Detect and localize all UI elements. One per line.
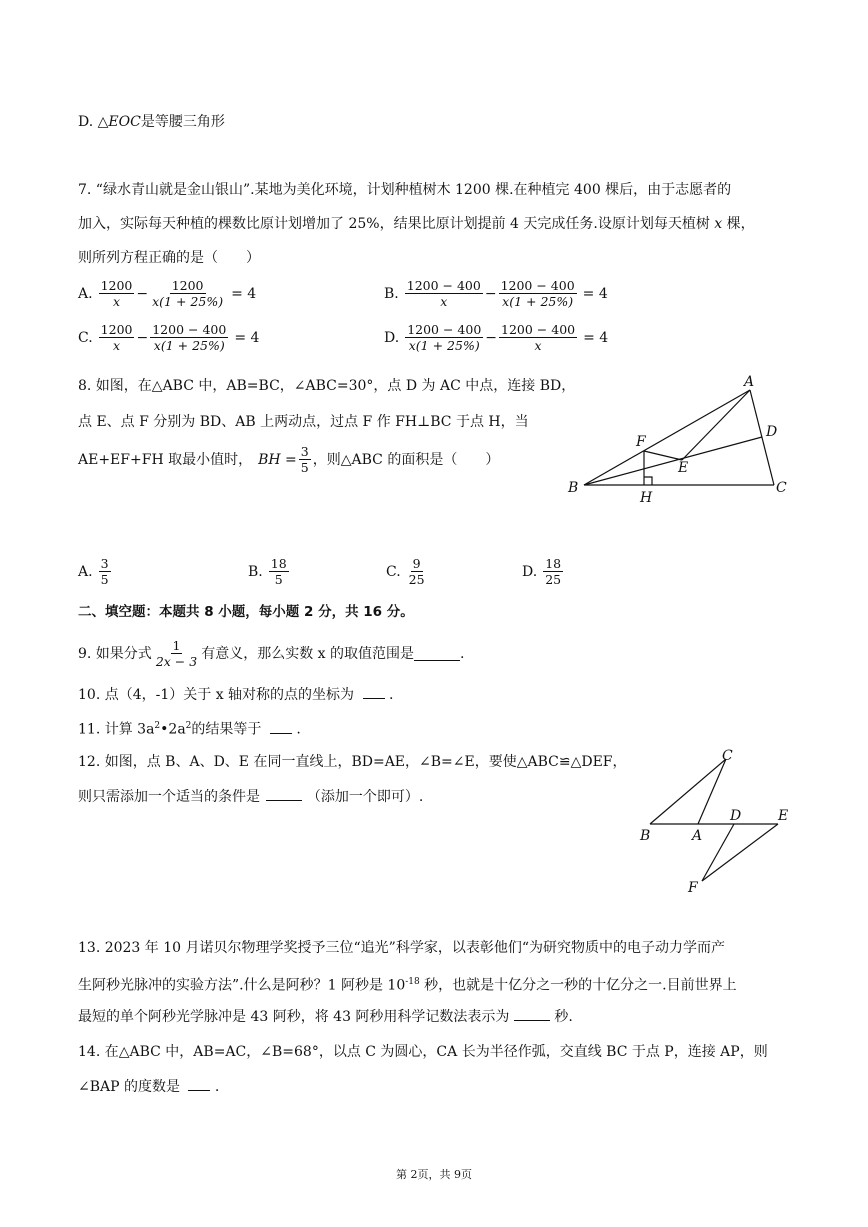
segment-fd	[702, 824, 734, 881]
q7-line-3: 则所列方程正确的是（ ）	[78, 250, 260, 266]
q8-line-3: AE+EF+FH 取最小值时， BH = $\frac{3}{5}$ ，则△ABC 的面积是（ ）	[78, 444, 500, 475]
segment-fe	[644, 451, 682, 460]
label-b: B	[568, 480, 579, 496]
label-f: F	[636, 434, 646, 450]
label-e: E	[678, 460, 689, 476]
label-h: H	[640, 490, 653, 506]
q8-line-1: 8. 如图，在△ABC 中，AB=BC，∠ABC=30°，点 D 为 AC 中点，连接 BD，	[78, 378, 576, 394]
q8-figure	[560, 370, 800, 510]
q14-line-2: ∠BAP 的度数是 .	[78, 1076, 219, 1097]
q10: 10. 点（4，-1）关于 x 轴对称的点的坐标为 .	[78, 684, 393, 705]
q7-option-d: D. $\frac{1200 - 400}{x(1 + 25\%)}$ − $\frac{1200 - 400}{x}$ = 4	[384, 322, 609, 353]
q11-answer-blank[interactable]	[270, 719, 292, 734]
q10-answer-blank[interactable]	[363, 684, 385, 699]
q12-line-1: 12. 如图，点 B、A、D、E 在同一直线上，BD=AE，∠B=∠E，要使△ABC≌△DEF，	[78, 754, 627, 770]
label-d: D	[730, 808, 742, 824]
q11: 11. 计算 $3a^2•2a^2$的结果等于 .	[78, 716, 301, 740]
q6-option-d: D. △EOC是等腰三角形	[78, 114, 225, 130]
q7-option-b: B. $\frac{1200 - 400}{x}$ − $\frac{1200 - 400}{x(1 + 25\%)}$ = 4	[384, 278, 608, 309]
q13-line-3: 最短的单个阿秒光学脉冲是 43 阿秒，将 43 阿秒用科学记数法表示为 秒.	[78, 1006, 573, 1027]
label-f: F	[688, 880, 698, 895]
q13-line-2: 生阿秒光脉冲的实验方法”.什么是阿秒？1 阿秒是 $10^{-18}$ 秒，也就是十亿分之一秒的十亿分之一.目前世界上	[78, 977, 737, 994]
label-a: A	[744, 374, 755, 390]
q7-option-a: A. $\frac{1200}{x}$ − $\frac{1200}{x(1 + 25\%)}$ = 4	[78, 278, 257, 309]
label-d: D	[766, 424, 778, 440]
segment-ca	[698, 759, 726, 824]
section-2-heading: 二、填空题：本题共 8 小题，每小题 2 分，共 16 分。	[78, 604, 414, 620]
label-c: C	[776, 480, 787, 496]
side-ba	[584, 390, 750, 485]
page-footer: 第 2页，共 9页	[396, 1168, 472, 1181]
q12-line-2: 则只需添加一个适当的条件是 （添加一个即可）.	[78, 786, 423, 807]
q8-option-d: D. $\frac{18}{25}$	[522, 556, 562, 587]
right-angle-mark	[644, 477, 652, 485]
q8-option-a: A. $\frac{3}{5}$	[78, 556, 109, 587]
segment-bd	[584, 437, 762, 485]
segment-ef	[702, 824, 778, 881]
q8-option-c: C. $\frac{9}{25}$	[386, 556, 425, 587]
q7-line-2: 加入，实际每天种植的棵数比原计划增加了 25%，结果比原计划提前 4 天完成任务.设原计划每天植树 x 棵，	[78, 216, 755, 232]
segment-bc	[650, 759, 726, 824]
q7-option-c: C. $\frac{1200}{x}$ − $\frac{1200 - 400}{x(1 + 25\%)}$ = 4	[78, 322, 260, 353]
q7-line-1: 7. “绿水青山就是金山银山”.某地为美化环境，计划种植树木 1200 棵.在种植完 400 棵后，由于志愿者的	[78, 182, 732, 198]
q14-answer-blank[interactable]	[188, 1076, 210, 1091]
q8-line-2: 点 E、点 F 分别为 BD、AB 上两动点，过点 F 作 FH⊥BC 于点 H，当	[78, 414, 529, 430]
q13-answer-blank[interactable]	[514, 1006, 550, 1021]
q9-answer-blank[interactable]	[414, 646, 460, 661]
q14-line-1: 14. 在△ABC 中，AB=AC，∠B=68°，以点 C 为圆心，CA 长为半径作弧，交直线 BC 于点 P，连接 AP，则	[78, 1044, 768, 1060]
q8-option-b: B. $\frac{18}{5}$	[248, 556, 287, 587]
q12-figure	[636, 745, 796, 895]
q9: 9. 如果分式 $\frac{1}{2x - 3}$ 有意义，那么实数 x 的取值范围是 .	[78, 638, 465, 669]
label-a: A	[692, 828, 703, 844]
label-e: E	[778, 808, 789, 824]
label-b: B	[640, 828, 651, 844]
q12-answer-blank[interactable]	[266, 786, 302, 801]
q13-line-1: 13. 2023 年 10 月诺贝尔物理学奖授予三位“追光”科学家，以表彰他们“为研究物质中的电子动力学而产	[78, 940, 725, 956]
label-c: C	[722, 748, 733, 764]
